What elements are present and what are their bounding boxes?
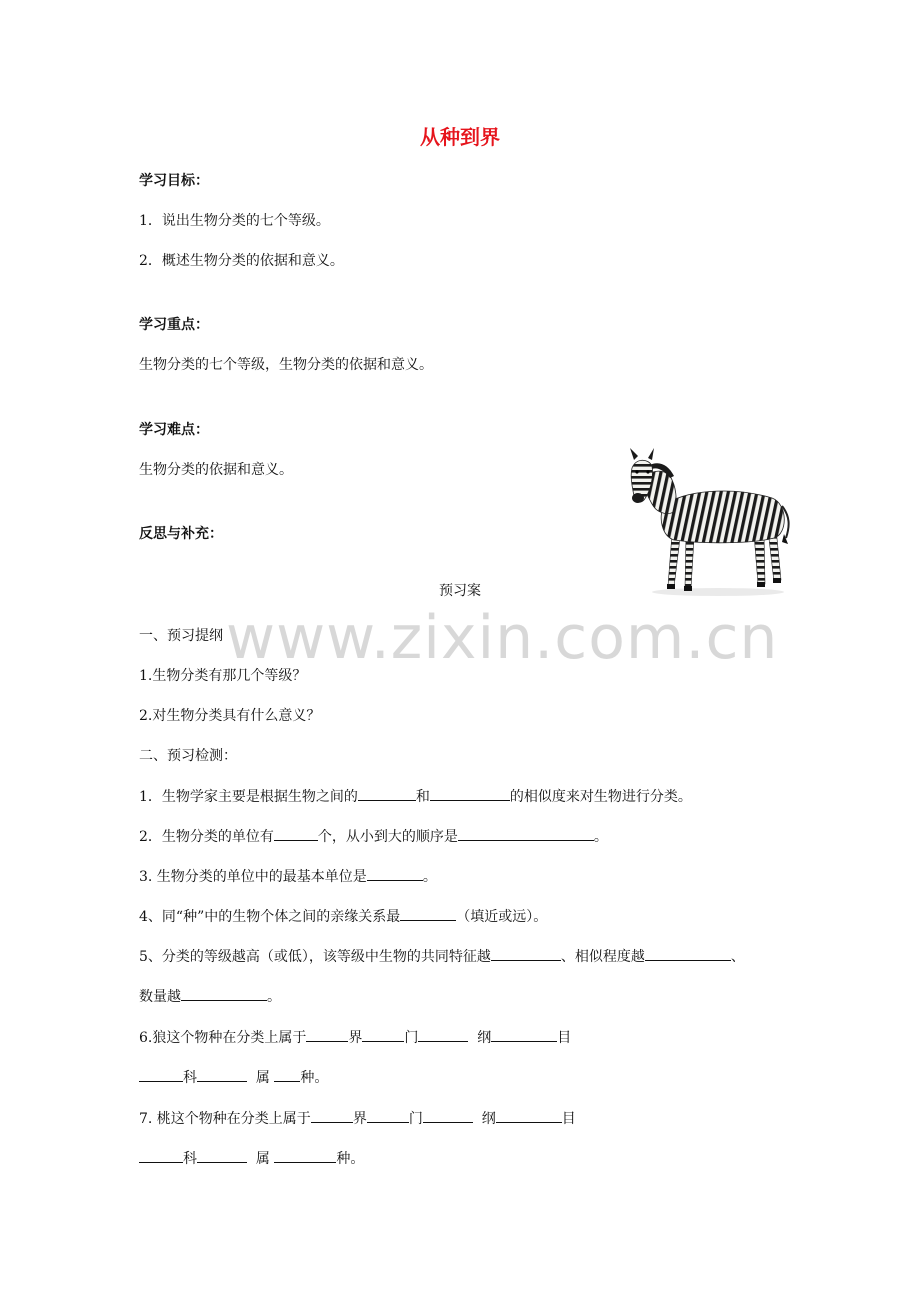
q5-text-d: 数量越 <box>139 989 181 1005</box>
q6-zhong: 种。 <box>300 1070 329 1086</box>
q6-text-a: 6.狼这个物种在分类上属于 <box>139 1030 307 1046</box>
q1-blank-2[interactable] <box>430 786 510 801</box>
q7-blank-family[interactable] <box>139 1148 183 1163</box>
watermark: www.zixin.com.cn <box>226 603 779 673</box>
q7-blank-genus[interactable] <box>197 1148 247 1163</box>
q7-blank-species[interactable] <box>274 1148 336 1163</box>
q4-blank-1[interactable] <box>400 906 456 921</box>
q6-shu: 属 <box>255 1070 270 1086</box>
q5-text-b: 、相似程度越 <box>560 949 645 965</box>
q3-blank-1[interactable] <box>367 866 423 881</box>
outline-heading: 一、预习提纲 <box>139 628 223 644</box>
check-q4 <box>139 906 547 927</box>
preview-heading: 预习案 <box>439 583 481 599</box>
q6-blank-family[interactable] <box>139 1067 183 1082</box>
q2-text-c: 。 <box>593 829 608 845</box>
q7-mu: 目 <box>561 1111 576 1127</box>
q7-men: 门 <box>408 1111 423 1127</box>
document-title: 从种到界 <box>420 125 500 149</box>
q1-text-c: 的相似度来对生物进行分类。 <box>509 789 692 805</box>
check-q2 <box>139 826 608 847</box>
q5-blank-2[interactable] <box>645 946 731 961</box>
check-q7-cont <box>139 1148 364 1169</box>
goals-heading: 学习目标： <box>139 173 209 189</box>
check-q3 <box>139 866 437 887</box>
goal-item-2: 2．概述生物分类的依据和意义。 <box>139 253 344 269</box>
q5-blank-3[interactable] <box>181 986 267 1001</box>
check-q6-cont <box>139 1067 328 1088</box>
q7-blank-phylum[interactable] <box>367 1108 409 1123</box>
q1-blank-1[interactable] <box>358 786 416 801</box>
q4-text-b: （填近或远）。 <box>456 909 548 925</box>
q2-blank-2[interactable] <box>458 826 594 841</box>
q5-text-a: 5、分类的等级越高（或低），该等级中生物的共同特征越 <box>139 949 491 965</box>
q6-blank-phylum[interactable] <box>362 1027 404 1042</box>
outline-q2: 2.对生物分类具有什么意义？ <box>139 708 321 724</box>
q7-ke: 科 <box>183 1151 197 1167</box>
q7-text-a: 7. 桃这个物种在分类上属于 <box>139 1111 311 1127</box>
key-points-heading: 学习重点： <box>139 317 209 333</box>
q5-text-c: 、 <box>730 949 745 965</box>
q6-blank-kingdom[interactable] <box>306 1027 348 1042</box>
key-points-text: 生物分类的七个等级，生物分类的依据和意义。 <box>139 357 433 373</box>
q6-blank-class[interactable] <box>418 1027 468 1042</box>
q7-zhong: 种。 <box>336 1151 365 1167</box>
reflection-heading: 反思与补充： <box>139 526 223 542</box>
q1-text-a: 1．生物学家主要是根据生物之间的 <box>139 789 358 805</box>
q2-text-a: 2．生物分类的单位有 <box>139 829 274 845</box>
q6-blank-genus[interactable] <box>197 1067 247 1082</box>
q2-blank-1[interactable] <box>274 826 318 841</box>
q7-blank-class[interactable] <box>423 1108 473 1123</box>
q6-gang: 纲 <box>477 1030 492 1046</box>
difficulties-text: 生物分类的依据和意义。 <box>139 462 293 478</box>
q6-blank-species[interactable] <box>274 1067 300 1082</box>
check-q5 <box>139 946 745 967</box>
q7-jie: 界 <box>352 1111 367 1127</box>
goal-item-1: 1．说出生物分类的七个等级。 <box>139 213 330 229</box>
q3-text-a: 3. 生物分类的单位中的最基本单位是 <box>139 869 367 885</box>
q6-ke: 科 <box>183 1070 197 1086</box>
q1-text-b: 和 <box>415 789 430 805</box>
q6-mu: 目 <box>557 1030 572 1046</box>
check-q7 <box>139 1108 576 1129</box>
q6-jie: 界 <box>348 1030 363 1046</box>
check-heading: 二、预习检测： <box>139 748 237 764</box>
q7-shu: 属 <box>255 1151 270 1167</box>
check-q1 <box>139 786 692 807</box>
q5-text-e: 。 <box>267 989 281 1005</box>
q5-blank-1[interactable] <box>491 946 561 961</box>
q2-text-b: 个，从小到大的顺序是 <box>317 829 458 845</box>
check-q6 <box>139 1027 571 1048</box>
q7-gang: 纲 <box>481 1111 496 1127</box>
q6-blank-order[interactable] <box>491 1027 557 1042</box>
q3-text-b: 。 <box>422 869 437 885</box>
q4-text-a: 4、同“种”中的生物个体之间的亲缘关系最 <box>139 909 401 925</box>
zebra-image <box>622 446 794 598</box>
outline-q1: 1.生物分类有那几个等级？ <box>139 668 307 684</box>
q7-blank-kingdom[interactable] <box>311 1108 353 1123</box>
q6-men: 门 <box>404 1030 419 1046</box>
check-q5-cont <box>139 986 281 1007</box>
difficulties-heading: 学习难点： <box>139 422 209 438</box>
q7-blank-order[interactable] <box>496 1108 562 1123</box>
